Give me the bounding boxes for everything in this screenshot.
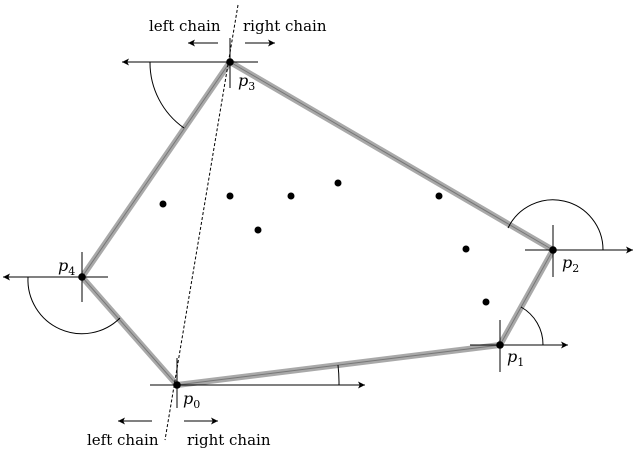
label-p1: $p_1$: [507, 347, 525, 369]
angle-arc-p0: [338, 365, 339, 385]
top-left-chain-label: left chain: [149, 17, 221, 35]
vertex-p1: [496, 341, 504, 349]
bottom-left-chain-label: left chain: [87, 431, 159, 449]
vertex-labels: [58, 71, 579, 411]
hull-vertices: [78, 58, 557, 389]
split-line: [165, 5, 238, 440]
angle-arc-p1: [521, 307, 543, 345]
interior-points: [160, 180, 490, 306]
vertex-p0: [173, 381, 181, 389]
bottom-right-chain-label: right chain: [187, 431, 271, 449]
interior-point: [463, 246, 470, 253]
hull-polygon-shadow: [82, 62, 553, 385]
angle-arc-p3: [150, 62, 184, 128]
vertex-p4: [78, 273, 86, 281]
vertex-p3: [226, 58, 234, 66]
label-p0: $p_0$: [183, 389, 201, 411]
angle-arc-p2: [508, 200, 603, 250]
interior-point: [227, 193, 234, 200]
hull-edges: [82, 62, 553, 385]
interior-point: [255, 227, 262, 234]
interior-point: [160, 201, 167, 208]
label-p4: $p_4$: [58, 256, 76, 278]
interior-point: [335, 180, 342, 187]
label-p3: $p_3$: [238, 71, 256, 93]
interior-point: [436, 193, 443, 200]
vertex-ticks: [82, 38, 553, 408]
vertex-p2: [549, 246, 557, 254]
interior-point: [483, 299, 490, 306]
top-right-chain-label: right chain: [243, 17, 327, 35]
interior-point: [288, 193, 295, 200]
label-p2: $p_2$: [562, 253, 580, 275]
